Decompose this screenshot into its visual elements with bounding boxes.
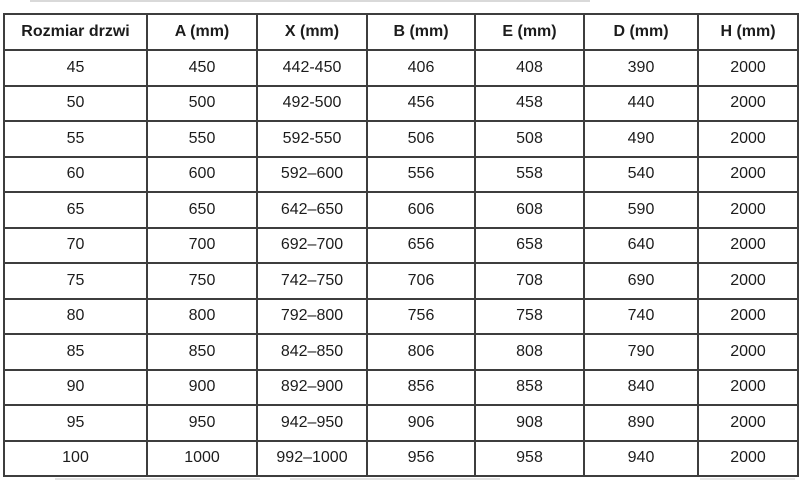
table-cell: 950 (147, 405, 257, 441)
table-cell: 390 (584, 50, 698, 86)
table-cell: 842–850 (257, 334, 367, 370)
column-header: X (mm) (257, 14, 367, 50)
table-cell: 556 (367, 157, 475, 193)
table-cell: 75 (4, 263, 147, 299)
table-cell: 508 (475, 121, 584, 157)
column-header: D (mm) (584, 14, 698, 50)
table-cell: 740 (584, 299, 698, 335)
table-cell: 1000 (147, 441, 257, 477)
table-cell: 65 (4, 192, 147, 228)
table-cell: 800 (147, 299, 257, 335)
header-row (4, 14, 798, 50)
door-sizes-table (3, 13, 799, 477)
table-cell: 2000 (698, 50, 798, 86)
table-cell: 750 (147, 263, 257, 299)
column-header: B (mm) (367, 14, 475, 50)
column-header: H (mm) (698, 14, 798, 50)
table-cell: 650 (147, 192, 257, 228)
table-cell: 908 (475, 405, 584, 441)
table-cell: 492-500 (257, 86, 367, 122)
table-cell: 606 (367, 192, 475, 228)
table-cell: 706 (367, 263, 475, 299)
table-cell: 2000 (698, 86, 798, 122)
table-cell: 70 (4, 228, 147, 264)
table-cell: 50 (4, 86, 147, 122)
table-cell: 55 (4, 121, 147, 157)
table-cell: 758 (475, 299, 584, 335)
table-cell: 940 (584, 441, 698, 477)
table-cell: 656 (367, 228, 475, 264)
table-cell: 80 (4, 299, 147, 335)
table-cell: 558 (475, 157, 584, 193)
table-body (4, 50, 798, 476)
table-cell: 2000 (698, 192, 798, 228)
table-header (4, 14, 798, 50)
table-cell: 442-450 (257, 50, 367, 86)
table-cell: 906 (367, 405, 475, 441)
table-cell: 600 (147, 157, 257, 193)
table-cell: 60 (4, 157, 147, 193)
table-cell: 450 (147, 50, 257, 86)
table-cell: 500 (147, 86, 257, 122)
table-cell: 658 (475, 228, 584, 264)
table-row (4, 441, 798, 477)
table-row (4, 121, 798, 157)
table-cell: 992–1000 (257, 441, 367, 477)
crop-artifact-top (30, 0, 590, 2)
table-cell: 690 (584, 263, 698, 299)
table-cell: 2000 (698, 405, 798, 441)
table-cell: 708 (475, 263, 584, 299)
table-cell: 540 (584, 157, 698, 193)
table-cell: 95 (4, 405, 147, 441)
table-cell: 900 (147, 370, 257, 406)
table-cell: 806 (367, 334, 475, 370)
table-cell: 2000 (698, 370, 798, 406)
table-cell: 856 (367, 370, 475, 406)
table-cell: 942–950 (257, 405, 367, 441)
table-row (4, 263, 798, 299)
table-cell: 892–900 (257, 370, 367, 406)
table-cell: 2000 (698, 334, 798, 370)
table-cell: 85 (4, 334, 147, 370)
table-cell: 790 (584, 334, 698, 370)
column-header: A (mm) (147, 14, 257, 50)
table-cell: 456 (367, 86, 475, 122)
table-cell: 858 (475, 370, 584, 406)
table-cell: 590 (584, 192, 698, 228)
table-cell: 2000 (698, 157, 798, 193)
table-row (4, 50, 798, 86)
table-cell: 850 (147, 334, 257, 370)
table-cell: 958 (475, 441, 584, 477)
table-cell: 956 (367, 441, 475, 477)
table-cell: 458 (475, 86, 584, 122)
table-cell: 890 (584, 405, 698, 441)
table-cell: 2000 (698, 263, 798, 299)
table-cell: 2000 (698, 228, 798, 264)
table-cell: 756 (367, 299, 475, 335)
table-row (4, 86, 798, 122)
table-cell: 2000 (698, 441, 798, 477)
table-cell: 700 (147, 228, 257, 264)
table-cell: 100 (4, 441, 147, 477)
table-cell: 742–750 (257, 263, 367, 299)
table-row (4, 157, 798, 193)
table-cell: 90 (4, 370, 147, 406)
table-cell: 692–700 (257, 228, 367, 264)
column-header: Rozmiar drzwi (4, 14, 147, 50)
table-cell: 642–650 (257, 192, 367, 228)
table-cell: 592-550 (257, 121, 367, 157)
table-cell: 550 (147, 121, 257, 157)
table-cell: 490 (584, 121, 698, 157)
table-row (4, 405, 798, 441)
table-cell: 608 (475, 192, 584, 228)
table-cell: 2000 (698, 299, 798, 335)
table-cell: 808 (475, 334, 584, 370)
table-cell: 840 (584, 370, 698, 406)
table-cell: 592–600 (257, 157, 367, 193)
table-row (4, 192, 798, 228)
table-cell: 406 (367, 50, 475, 86)
table-cell: 45 (4, 50, 147, 86)
table-cell: 792–800 (257, 299, 367, 335)
table-cell: 640 (584, 228, 698, 264)
table-cell: 506 (367, 121, 475, 157)
table-row (4, 228, 798, 264)
table-row (4, 334, 798, 370)
table-cell: 2000 (698, 121, 798, 157)
table-row (4, 299, 798, 335)
table-cell: 440 (584, 86, 698, 122)
table-row (4, 370, 798, 406)
table-cell: 408 (475, 50, 584, 86)
column-header: E (mm) (475, 14, 584, 50)
